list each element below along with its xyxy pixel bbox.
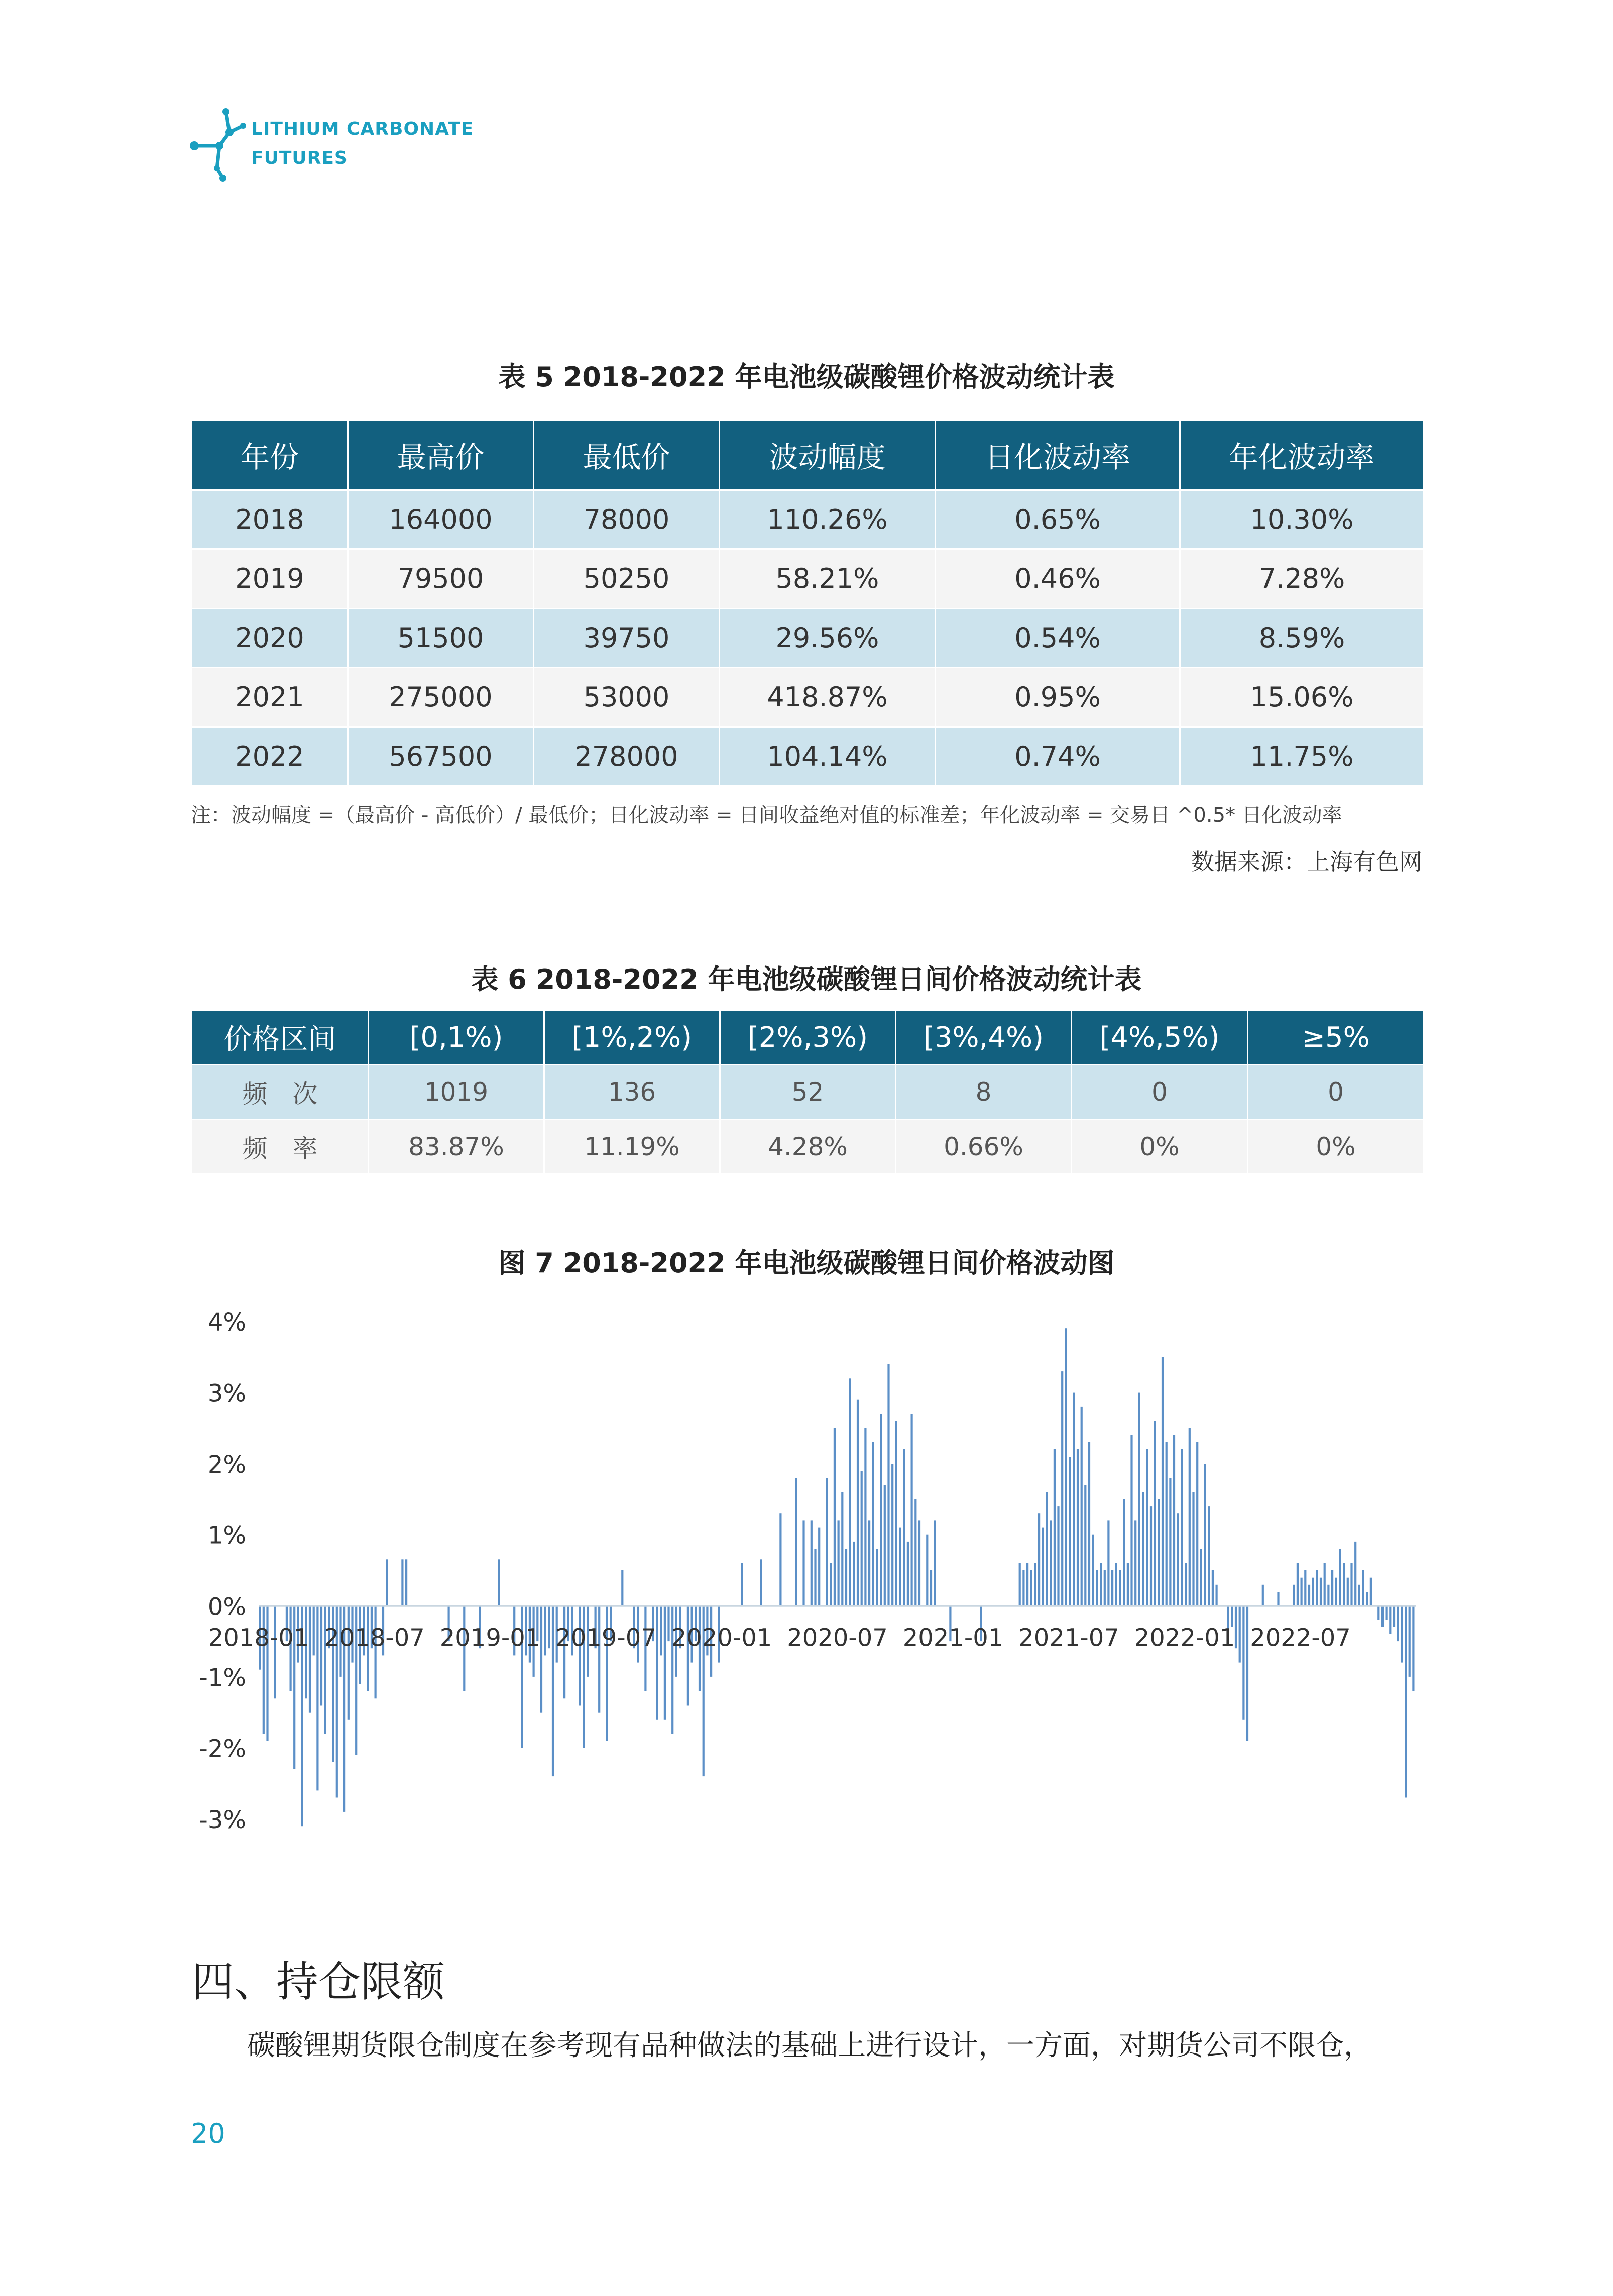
chart-bar — [1293, 1585, 1295, 1606]
chart-bar — [891, 1464, 893, 1606]
chart-bar — [316, 1606, 318, 1790]
table5-caption: 表 5 2018-2022 年电池级碳酸锂价格波动统计表 — [498, 361, 1115, 393]
cell: 7.28% — [1180, 549, 1424, 609]
cell: 418.87% — [720, 668, 936, 727]
chart-bar — [1320, 1578, 1322, 1606]
volatility-bar-chart — [0, 1285, 1613, 1888]
chart-bar — [1019, 1563, 1021, 1606]
cell: 0% — [1248, 1120, 1424, 1174]
x-tick-label: 2018-07 — [324, 1624, 425, 1652]
cell: 2022 — [192, 727, 348, 786]
col-header-bucket: [0,1%) — [369, 1010, 544, 1065]
chart-bar — [834, 1428, 836, 1606]
chart-bar — [1196, 1442, 1198, 1606]
chart-bar — [895, 1421, 897, 1606]
chart-bar — [802, 1520, 804, 1606]
chart-bar — [814, 1549, 816, 1606]
chart-bar — [1397, 1606, 1399, 1641]
chart-bar — [1077, 1449, 1079, 1606]
col-header-annual-vol: 年化波动率 — [1180, 420, 1424, 490]
chart-bar — [1057, 1506, 1059, 1606]
chart-bar — [849, 1378, 851, 1606]
chart-bar — [853, 1542, 855, 1606]
x-tick-label: 2019-07 — [555, 1624, 656, 1652]
brand-subtitle: FUTURES — [251, 148, 348, 168]
chart-bar — [1177, 1513, 1179, 1606]
col-header-range: 价格区间 — [192, 1010, 369, 1065]
chart-bar — [907, 1542, 909, 1606]
molecule-logo-icon — [187, 103, 247, 188]
cell: 0% — [1072, 1120, 1248, 1174]
chart-bar — [914, 1499, 916, 1606]
chart-bar — [1212, 1570, 1214, 1606]
chart-bar — [887, 1364, 889, 1606]
chart-bar — [1065, 1328, 1067, 1606]
x-tick-label: 2019-01 — [439, 1624, 541, 1652]
chart-bar — [1386, 1606, 1388, 1620]
x-tick-label: 2022-07 — [1250, 1624, 1351, 1652]
chart-bar — [1189, 1428, 1191, 1606]
table-row — [192, 609, 1424, 668]
y-tick-label: -1% — [199, 1663, 246, 1692]
chart-bar — [1142, 1492, 1144, 1606]
cell: 136 — [544, 1065, 720, 1120]
chart-bar — [918, 1520, 920, 1606]
cell: 4.28% — [720, 1120, 896, 1174]
chart-bar — [1084, 1485, 1086, 1606]
col-header-high: 最高价 — [348, 420, 534, 490]
cell: 79500 — [348, 549, 534, 609]
chart-bar — [1366, 1592, 1368, 1606]
table5-note: 注：波动幅度 =（最高价 - 高低价）/ 最低价；日化波动率 = 日间收益绝对值的标准差；年化波动率 = 交易日 ^0.5* 日化波动率 — [191, 804, 1342, 827]
table-header-row — [192, 1010, 1424, 1065]
chart-bar — [621, 1570, 623, 1606]
y-tick-label: 2% — [207, 1451, 246, 1479]
chart-bar — [1069, 1457, 1071, 1606]
cell: 275000 — [348, 668, 534, 727]
chart-bar — [1130, 1435, 1132, 1606]
cell: 50250 — [534, 549, 720, 609]
chart-bar — [1239, 1606, 1241, 1662]
chart-bar — [1134, 1520, 1136, 1606]
chart-bar — [1358, 1585, 1360, 1606]
chart-bar — [1123, 1499, 1125, 1606]
chart-bar — [884, 1485, 886, 1606]
cell: 8.59% — [1180, 609, 1424, 668]
chart-bar — [838, 1520, 840, 1606]
chart-bar — [1335, 1578, 1337, 1606]
chart-bar — [1339, 1549, 1341, 1606]
y-tick-label: 1% — [207, 1521, 246, 1550]
section-heading: 四、持仓限额 — [192, 1957, 445, 2006]
chart-bar — [309, 1606, 311, 1712]
chart-bar — [795, 1478, 797, 1606]
chart-bar — [1185, 1563, 1187, 1606]
cell: 8 — [896, 1065, 1072, 1120]
x-tick-label: 2021-07 — [1018, 1624, 1119, 1652]
chart-bar — [861, 1471, 863, 1606]
cell: 2020 — [192, 609, 348, 668]
cell: 104.14% — [720, 727, 936, 786]
chart-bar — [1235, 1606, 1237, 1648]
chart-bar — [1146, 1449, 1148, 1606]
table6-caption: 表 6 2018-2022 年电池级碳酸锂日间价格波动统计表 — [471, 963, 1142, 995]
daily-fluctuation-table — [191, 1009, 1425, 1175]
brand-title: LITHIUM CARBONATE — [251, 118, 474, 139]
chart-bar — [926, 1535, 928, 1606]
chart-bar — [1158, 1499, 1160, 1606]
chart-bar — [1370, 1578, 1372, 1606]
chart-bar — [857, 1400, 859, 1606]
table-header-row — [192, 420, 1424, 490]
chart-bar — [1216, 1585, 1218, 1606]
chart-bar — [1104, 1570, 1106, 1606]
cell: 0.54% — [936, 609, 1180, 668]
cell: 2019 — [192, 549, 348, 609]
cell: 10.30% — [1180, 490, 1424, 549]
chart-bar — [911, 1414, 913, 1606]
chart-bar — [274, 1606, 276, 1698]
chart-bar — [880, 1414, 882, 1606]
chart-bar — [1401, 1606, 1403, 1662]
chart-bar — [876, 1549, 878, 1606]
cell: 51500 — [348, 609, 534, 668]
x-tick-label: 2020-07 — [787, 1624, 888, 1652]
chart-bar — [1127, 1563, 1129, 1606]
chart-bar — [1154, 1421, 1156, 1606]
chart-bar — [1192, 1492, 1194, 1606]
cell: 110.26% — [720, 490, 936, 549]
chart-bar — [841, 1492, 843, 1606]
cell: 1019 — [369, 1065, 544, 1120]
chart-bar — [1304, 1570, 1306, 1606]
chart-bar — [1107, 1520, 1109, 1606]
chart-bar — [934, 1520, 936, 1606]
cell: 15.06% — [1180, 668, 1424, 727]
chart-bar — [1409, 1606, 1411, 1677]
chart-bar — [664, 1606, 666, 1720]
table-row — [192, 668, 1424, 727]
chart-bar — [348, 1606, 350, 1720]
chart-bar — [1354, 1542, 1356, 1606]
chart-bar — [1022, 1570, 1024, 1606]
chart-bar — [401, 1559, 403, 1606]
chart-bar — [1100, 1563, 1102, 1606]
col-header-bucket: ≥5% — [1248, 1010, 1424, 1065]
chart-bar — [1362, 1570, 1364, 1606]
cell: 0.65% — [936, 490, 1180, 549]
chart-bar — [544, 1606, 546, 1655]
y-tick-label: 0% — [207, 1593, 246, 1621]
col-header-year: 年份 — [192, 420, 348, 490]
chart-bar — [552, 1606, 554, 1776]
chart-bar — [1381, 1606, 1384, 1627]
table-row — [192, 727, 1424, 786]
chart-bar — [1277, 1592, 1279, 1606]
chart-bar — [1030, 1570, 1032, 1606]
cell: 0.46% — [936, 549, 1180, 609]
chart-bar — [1297, 1563, 1299, 1606]
chart-bar — [1312, 1578, 1314, 1606]
chart-bar — [687, 1606, 689, 1705]
page-number: 20 — [191, 2118, 225, 2149]
chart-bar — [1204, 1464, 1206, 1606]
chart-bar — [1034, 1563, 1036, 1606]
cell: 53000 — [534, 668, 720, 727]
chart-bar — [741, 1563, 743, 1606]
cell: 0 — [1248, 1065, 1424, 1120]
chart-bar — [1026, 1563, 1028, 1606]
cell: 2018 — [192, 490, 348, 549]
chart-bar — [868, 1520, 870, 1606]
y-axis — [199, 1308, 246, 1834]
chart-bar — [1389, 1606, 1391, 1634]
chart-title: 图 7 2018-2022 年电池级碳酸锂日间价格波动图 — [498, 1247, 1115, 1279]
chart-bar — [1138, 1393, 1140, 1606]
chart-bars — [259, 1328, 1415, 1826]
cell: 0.66% — [896, 1120, 1072, 1174]
y-tick-label: -2% — [199, 1735, 246, 1763]
col-header-bucket: [4%,5%) — [1072, 1010, 1248, 1065]
col-header-low: 最低价 — [534, 420, 720, 490]
x-tick-label: 2021-01 — [902, 1624, 1004, 1652]
chart-bar — [1308, 1585, 1310, 1606]
chart-bar — [1042, 1528, 1044, 1606]
cell: 0.74% — [936, 727, 1180, 786]
cell: 39750 — [534, 609, 720, 668]
chart-bar — [760, 1559, 762, 1606]
cell: 29.56% — [720, 609, 936, 668]
chart-bar — [667, 1606, 669, 1641]
chart-bar — [405, 1559, 407, 1606]
chart-bar — [1169, 1478, 1171, 1606]
chart-bar — [1377, 1606, 1379, 1620]
cell: 78000 — [534, 490, 720, 549]
chart-bar — [1096, 1570, 1098, 1606]
chart-bar — [1316, 1570, 1318, 1606]
chart-bar — [1393, 1606, 1395, 1627]
chart-bar — [1327, 1585, 1329, 1606]
chart-bar — [1347, 1578, 1349, 1606]
cell: 0 — [1072, 1065, 1248, 1120]
chart-bar — [1046, 1492, 1048, 1606]
x-tick-label: 2018-01 — [208, 1624, 309, 1652]
cell: 58.21% — [720, 549, 936, 609]
table-row — [192, 549, 1424, 609]
chart-bar — [656, 1606, 658, 1720]
chart-bar — [563, 1606, 565, 1698]
chart-bar — [1115, 1563, 1117, 1606]
chart-bar — [540, 1606, 542, 1712]
chart-bar — [1208, 1506, 1210, 1606]
chart-bar — [1350, 1563, 1352, 1606]
body-paragraph: 碳酸锂期货限仓制度在参考现有品种做法的基础上进行设计，一方面，对期货公司不限仓， — [247, 2029, 1372, 2062]
chart-bar — [872, 1442, 874, 1606]
x-axis — [208, 1624, 1351, 1652]
chart-bar — [1111, 1570, 1113, 1606]
col-header-bucket: [1%,2%) — [544, 1010, 720, 1065]
chart-bar — [1038, 1513, 1040, 1606]
table-row — [192, 490, 1424, 549]
chart-bar — [1181, 1449, 1183, 1606]
cell: 11.75% — [1180, 727, 1424, 786]
chart-bar — [579, 1606, 581, 1705]
chart-bar — [1324, 1563, 1326, 1606]
chart-bar — [660, 1606, 662, 1655]
cell: 278000 — [534, 727, 720, 786]
chart-bar — [930, 1570, 932, 1606]
chart-bar — [779, 1513, 781, 1606]
chart-bar — [375, 1606, 377, 1698]
chart-bar — [1343, 1563, 1345, 1606]
chart-bar — [811, 1520, 813, 1606]
y-tick-label: -3% — [199, 1806, 246, 1834]
chart-bar — [1242, 1606, 1244, 1720]
data-source: 数据来源：上海有色网 — [1191, 848, 1422, 875]
chart-bar — [1331, 1570, 1333, 1606]
chart-bar — [903, 1449, 905, 1606]
cell: 52 — [720, 1065, 896, 1120]
chart-bar — [498, 1559, 500, 1606]
cell: 频 率 — [192, 1120, 369, 1174]
chart-bar — [1301, 1578, 1303, 1606]
price-volatility-table — [191, 419, 1425, 787]
cell: 2021 — [192, 668, 348, 727]
cell: 频 次 — [192, 1065, 369, 1120]
chart-bar — [1073, 1393, 1075, 1606]
col-header-daily-vol: 日化波动率 — [936, 420, 1180, 490]
chart-bar — [1150, 1506, 1152, 1606]
cell: 0.95% — [936, 668, 1180, 727]
x-tick-label: 2022-01 — [1134, 1624, 1235, 1652]
chart-bar — [1262, 1585, 1264, 1606]
chart-bar — [818, 1528, 820, 1606]
chart-bar — [305, 1606, 307, 1698]
col-header-range: 波动幅度 — [720, 420, 936, 490]
col-header-bucket: [3%,4%) — [896, 1010, 1072, 1065]
chart-bar — [1412, 1606, 1414, 1691]
chart-bar — [386, 1559, 388, 1606]
chart-bar — [313, 1606, 315, 1655]
chart-bar — [1088, 1442, 1090, 1606]
table-row — [192, 1120, 1424, 1174]
x-tick-label: 2020-01 — [671, 1624, 772, 1652]
cell: 83.87% — [369, 1120, 544, 1174]
chart-bar — [1246, 1606, 1248, 1741]
chart-bar — [1173, 1435, 1175, 1606]
chart-bar — [864, 1428, 866, 1606]
chart-bar — [1200, 1549, 1202, 1606]
chart-bar — [598, 1606, 600, 1712]
chart-bar — [1405, 1606, 1407, 1797]
table-row — [192, 1065, 1424, 1120]
chart-bar — [1081, 1407, 1083, 1606]
chart-bar — [830, 1563, 832, 1606]
cell: 11.19% — [544, 1120, 720, 1174]
chart-bar — [1119, 1570, 1121, 1606]
chart-bar — [826, 1478, 828, 1606]
cell: 567500 — [348, 727, 534, 786]
chart-bar — [845, 1549, 847, 1606]
chart-bar — [1054, 1449, 1056, 1606]
cell: 164000 — [348, 490, 534, 549]
chart-bar — [1166, 1442, 1168, 1606]
y-tick-label: 3% — [207, 1379, 246, 1408]
chart-bar — [320, 1606, 322, 1705]
chart-bar — [1050, 1520, 1052, 1606]
col-header-bucket: [2%,3%) — [720, 1010, 896, 1065]
chart-bar — [899, 1528, 901, 1606]
chart-bar — [548, 1606, 550, 1648]
chart-bar — [1061, 1371, 1063, 1606]
chart-bar — [1162, 1357, 1164, 1606]
y-tick-label: 4% — [207, 1308, 246, 1337]
chart-bar — [1092, 1535, 1094, 1606]
